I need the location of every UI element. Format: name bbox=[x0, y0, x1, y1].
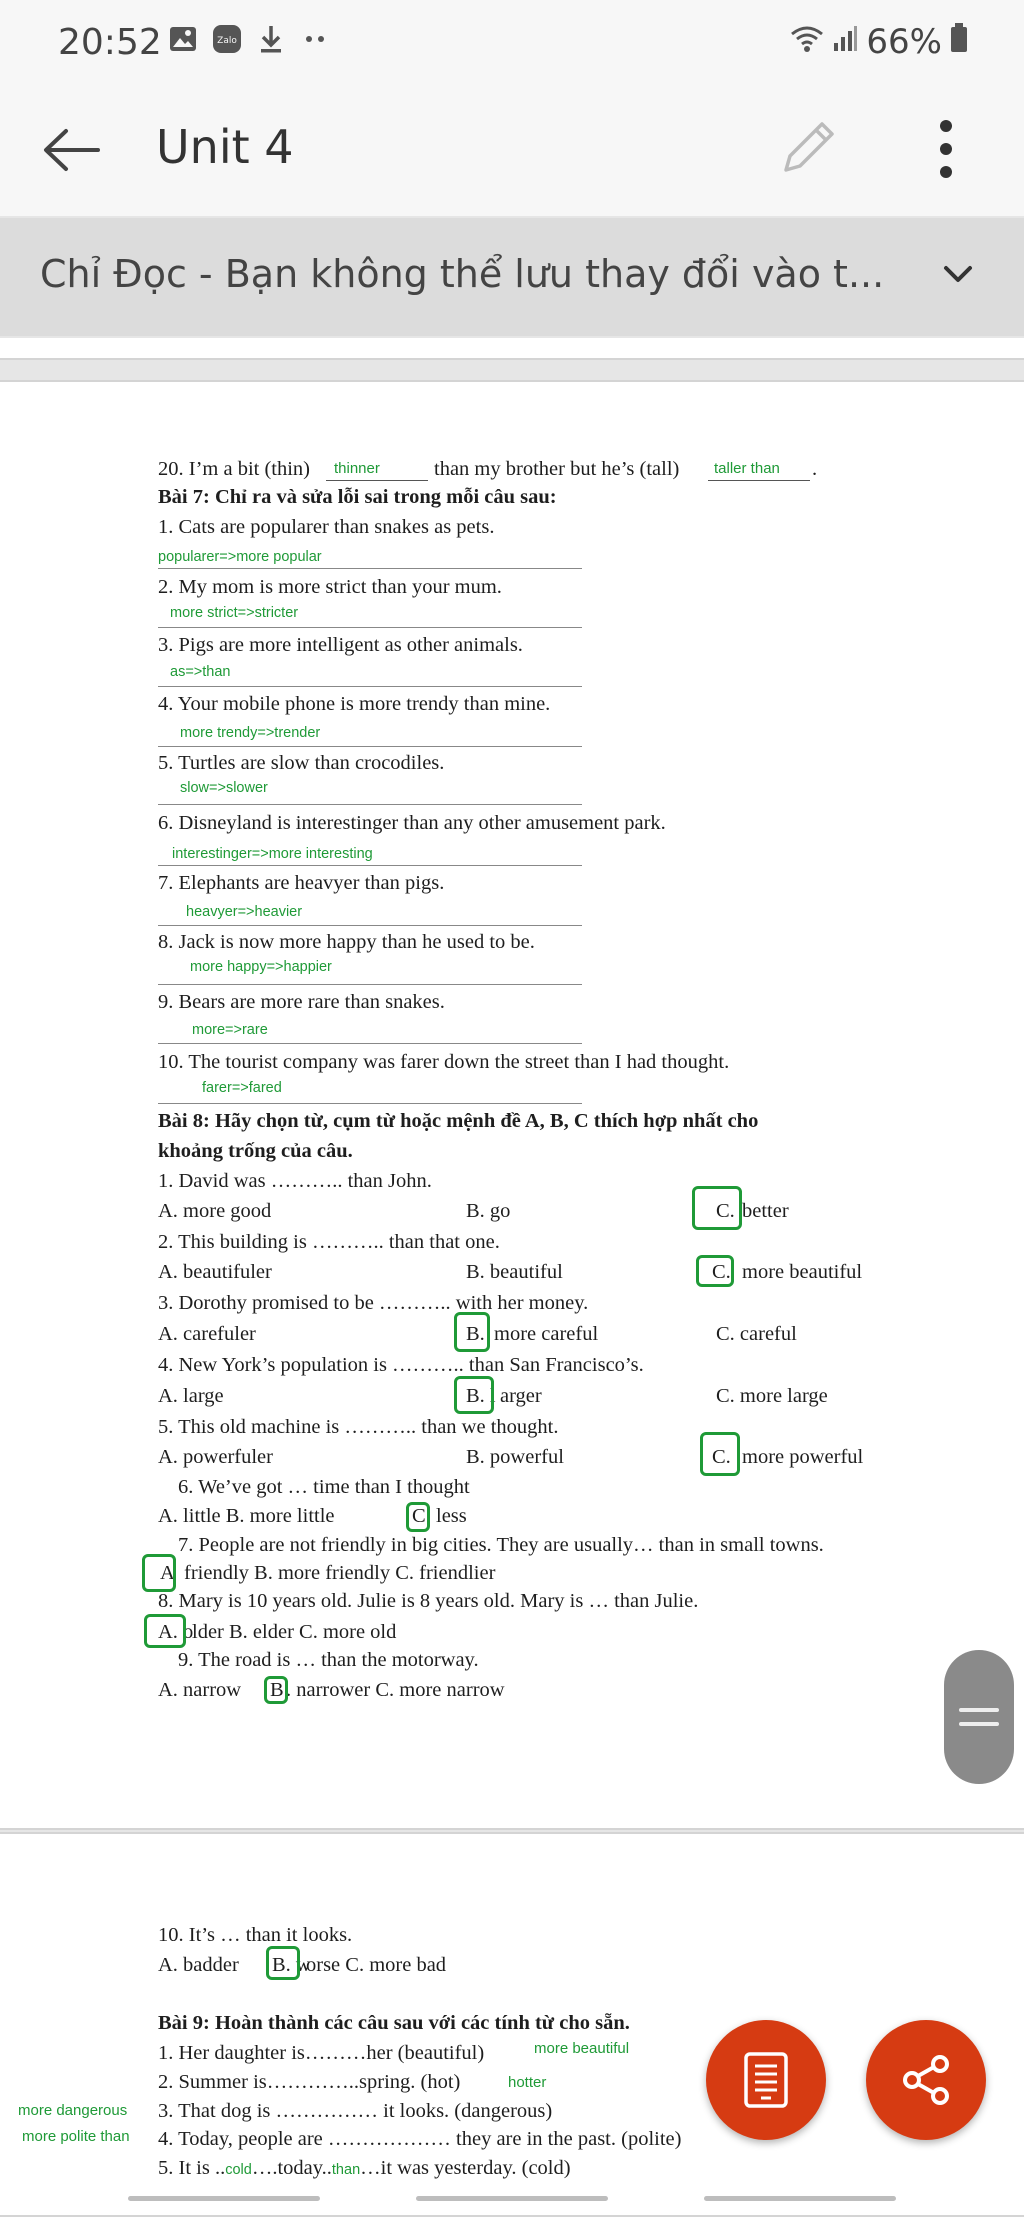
edit-button[interactable] bbox=[776, 114, 842, 180]
bai8-q3-option-b-letter: B. bbox=[466, 1323, 485, 1345]
bai8-q8: 8. Mary is 10 years old. Julie is 8 years old. Mary is … than Julie. bbox=[158, 1590, 699, 1612]
bai8-q6: 6. We’ve got … time than I thought bbox=[178, 1476, 470, 1498]
bai8-q10-answer-circle bbox=[266, 1946, 300, 1980]
scroll-handle-grip bbox=[959, 1708, 999, 1712]
bai8-q9-option-a: A. narrow bbox=[158, 1679, 242, 1701]
bai8-q1-option-c: better bbox=[742, 1200, 789, 1222]
bai9-q5 bbox=[158, 2157, 571, 2180]
bai8-title-line-1: Bài 8: Hãy chọn từ, cụm từ hoặc mệnh đề A, B, C thích hợp nhất cho bbox=[158, 1110, 759, 1132]
bai8-q3-option-b: more careful bbox=[494, 1323, 599, 1345]
bai7-rule-6 bbox=[158, 865, 582, 866]
bai7-a7: heavyer=>heavier bbox=[186, 904, 303, 920]
bai8-q6-option-c-letter: C bbox=[412, 1505, 426, 1527]
page-separator bbox=[0, 338, 1024, 360]
q20-answer-2: taller than bbox=[714, 460, 780, 477]
bai7-rule-10 bbox=[158, 1103, 582, 1104]
bai9-q5-post: …it was yesterday. (cold) bbox=[360, 2157, 571, 2179]
bai8-q8-option-a-letter: A. o bbox=[158, 1621, 194, 1643]
bai8-q1-option-c-letter: C. bbox=[716, 1200, 735, 1222]
bai8-q4-option-b-letter: B. l bbox=[466, 1385, 496, 1407]
bai8-q5-option-a: A. powerfuler bbox=[158, 1446, 273, 1468]
bai8-q9-answer-circle bbox=[264, 1676, 288, 1704]
q20-end: . bbox=[812, 458, 818, 480]
status-system-icons bbox=[790, 22, 968, 62]
bai8-q10-option-b-letter: B. w bbox=[272, 1954, 311, 1976]
share-icon bbox=[898, 2052, 954, 2108]
back-button[interactable] bbox=[36, 118, 106, 182]
bai9-title: Bài 9: Hoàn thành các câu sau với các tính từ cho sẵn. bbox=[158, 2012, 630, 2034]
bai8-q7-options-rest: friendly B. more friendly C. friendlier bbox=[184, 1562, 496, 1584]
bai7-rule-5 bbox=[158, 804, 582, 805]
bai7-rule-8 bbox=[158, 984, 582, 985]
document-title: Unit 4 bbox=[156, 120, 294, 174]
bai8-q5-option-c: more powerful bbox=[742, 1446, 864, 1468]
bai8-q9-option-b-letter: B bbox=[270, 1679, 284, 1701]
bai8-q1-answer-circle bbox=[692, 1186, 742, 1230]
nav-back-hint[interactable] bbox=[704, 2196, 896, 2201]
bai9-a2: hotter bbox=[508, 2074, 547, 2091]
bai7-a1: popularer=>more popular bbox=[158, 549, 322, 565]
bai7-a4: more trendy=>trender bbox=[180, 725, 321, 741]
share-button[interactable] bbox=[866, 2020, 986, 2140]
bai8-q2-option-b: B. beautiful bbox=[466, 1261, 563, 1283]
bai8-q7: 7. People are not friendly in big cities. They are usually… than in small towns. bbox=[178, 1534, 824, 1556]
q20-prefix: 20. I’m a bit (thin) bbox=[158, 458, 311, 480]
bai8-q2-option-c: more beautiful bbox=[742, 1261, 863, 1283]
bai8-q9-options-rest: . narrower C. more narrow bbox=[286, 1679, 505, 1701]
bai9-q5-answer-1: cold bbox=[225, 2162, 252, 2178]
scroll-handle[interactable] bbox=[944, 1650, 1014, 1784]
signal-icon bbox=[832, 22, 858, 62]
chevron-down-icon[interactable] bbox=[938, 254, 978, 294]
bai8-q4-option-b: arger bbox=[500, 1385, 542, 1407]
nav-recents-hint[interactable] bbox=[128, 2196, 320, 2201]
bai9-a3: more dangerous bbox=[18, 2102, 128, 2119]
bai8-q10-option-a: A. badder bbox=[158, 1954, 239, 1976]
bai8-q2: 2. This building is ……….. than that one. bbox=[158, 1231, 500, 1253]
bai7-q8: 8. Jack is now more happy than he used to be. bbox=[158, 931, 535, 953]
scroll-handle-grip bbox=[959, 1722, 999, 1726]
nav-home-hint[interactable] bbox=[416, 2196, 608, 2201]
bai8-q10-options-rest: orse C. more bad bbox=[306, 1954, 447, 1976]
bai8-q1: 1. David was ……….. than John. bbox=[158, 1170, 432, 1192]
bai9-q1: 1. Her daughter is………her (beautiful) bbox=[158, 2042, 485, 2064]
bai8-q7-answer-circle bbox=[142, 1554, 176, 1592]
bai9-q5-mid: ….today.. bbox=[251, 2157, 332, 2179]
status-bar bbox=[0, 0, 1024, 84]
bai8-q7-option-a-letter: A bbox=[160, 1562, 175, 1584]
bai8-q4-option-a: A. large bbox=[158, 1385, 224, 1407]
bai8-q5-option-b: B. powerful bbox=[466, 1446, 564, 1468]
bai7-title: Bài 7: Chỉ ra và sửa lỗi sai trong mỗi câu sau: bbox=[158, 486, 557, 508]
wifi-icon bbox=[790, 22, 824, 62]
bai8-q4: 4. New York’s population is ……….. than San Francisco’s. bbox=[158, 1354, 644, 1376]
svg-text:Zalo: Zalo bbox=[217, 36, 237, 46]
bai7-q4: 4. Your mobile phone is more trendy than mine. bbox=[158, 693, 551, 715]
q20-answer-1: thinner bbox=[334, 460, 380, 477]
download-icon bbox=[256, 24, 286, 54]
bai8-q10: 10. It’s … than it looks. bbox=[158, 1924, 353, 1946]
bai7-rule-9 bbox=[158, 1043, 582, 1044]
bai7-rule-2 bbox=[158, 627, 582, 628]
bai8-q2-answer-circle bbox=[696, 1255, 734, 1287]
bai8-q2-option-c-letter: C. bbox=[712, 1261, 731, 1283]
bai8-q2-option-a: A. beautifuler bbox=[158, 1261, 272, 1283]
bai8-q3-option-c: C. careful bbox=[716, 1323, 797, 1345]
q20-blank-1 bbox=[326, 480, 428, 481]
bai9-q5-pre: 5. It is .. bbox=[158, 2157, 226, 2179]
bai7-q5: 5. Turtles are slow than crocodiles. bbox=[158, 752, 445, 774]
bai8-q6-options-ab: A. little B. more little bbox=[158, 1505, 335, 1527]
q20-middle: than my brother but he’s (tall) bbox=[434, 458, 680, 480]
bai9-a4: more polite than bbox=[22, 2128, 130, 2145]
bai8-q8-options-rest: lder B. elder C. more old bbox=[192, 1621, 397, 1643]
bai8-q3-answer-circle bbox=[454, 1312, 490, 1352]
bai7-a8: more happy=>happier bbox=[190, 959, 332, 975]
bai7-rule-4 bbox=[158, 746, 582, 747]
bai9-q4: 4. Today, people are ……………… they are in the past. (polite) bbox=[158, 2128, 682, 2150]
document-page-2 bbox=[0, 1832, 1024, 2217]
bai9-q3: 3. That dog is …………… it looks. (dangerous) bbox=[158, 2100, 553, 2122]
bai7-a6: interestinger=>more interesting bbox=[172, 846, 373, 862]
app-bar bbox=[0, 84, 1024, 216]
reader-mode-icon bbox=[743, 2051, 789, 2109]
bai8-q5-option-c-letter: C. bbox=[712, 1446, 731, 1468]
bai8-q1-option-b: B. go bbox=[466, 1200, 511, 1222]
bai9-q2: 2. Summer is…………..spring. (hot) bbox=[158, 2071, 461, 2093]
bai7-q1: 1. Cats are popularer than snakes as pets. bbox=[158, 516, 495, 538]
bai7-a10: farer=>fared bbox=[202, 1080, 282, 1096]
battery-percent: 66% bbox=[866, 22, 942, 62]
bai7-rule-3 bbox=[158, 686, 582, 687]
bai8-q5: 5. This old machine is ……….. than we thought. bbox=[158, 1416, 559, 1438]
pencil-icon bbox=[776, 114, 842, 180]
bai8-q8-answer-circle bbox=[144, 1614, 186, 1648]
bai8-q4-answer-circle bbox=[454, 1376, 494, 1414]
read-only-message: Chỉ Đọc - Bạn không thể lưu thay đổi vào t... bbox=[40, 252, 885, 296]
q20-blank-2 bbox=[708, 480, 810, 481]
battery-icon bbox=[950, 22, 968, 62]
bai8-q3-option-a: A. carefuler bbox=[158, 1323, 256, 1345]
zalo-icon bbox=[212, 24, 242, 54]
bai8-q4-option-c: C. more large bbox=[716, 1385, 828, 1407]
bai8-title-line-2: khoảng trống của câu. bbox=[158, 1140, 353, 1162]
bai9-q5-answer-2: than bbox=[331, 2162, 361, 2178]
navigation-bar bbox=[0, 2186, 1024, 2217]
bai7-rule-1 bbox=[158, 568, 582, 569]
bai7-a9: more=>rare bbox=[192, 1022, 268, 1038]
bai8-q1-option-a: A. more good bbox=[158, 1200, 272, 1222]
bai7-rule-7 bbox=[158, 925, 582, 926]
bai8-q3: 3. Dorothy promised to be ……….. with her money. bbox=[158, 1292, 589, 1314]
bai7-q10: 10. The tourist company was farer down the street than I had thought. bbox=[158, 1051, 730, 1073]
document-page-1 bbox=[0, 380, 1024, 1830]
bai7-q9: 9. Bears are more rare than snakes. bbox=[158, 991, 445, 1013]
bai7-q2: 2. My mom is more strict than your mum. bbox=[158, 576, 502, 598]
bai7-a3: as=>than bbox=[170, 664, 231, 680]
read-only-banner[interactable] bbox=[0, 218, 1024, 336]
more-options-button[interactable] bbox=[926, 114, 966, 184]
bai7-a5: slow=>slower bbox=[180, 780, 268, 796]
bai7-q7: 7. Elephants are heavyer than pigs. bbox=[158, 872, 445, 894]
status-notification-icons bbox=[168, 24, 330, 54]
bai7-q3: 3. Pigs are more intelligent as other animals. bbox=[158, 634, 523, 656]
bai7-q6: 6. Disneyland is interestinger than any other amusement park. bbox=[158, 812, 666, 834]
bai7-a2: more strict=>stricter bbox=[170, 605, 299, 621]
bai8-q5-answer-circle bbox=[700, 1432, 740, 1476]
reading-mode-button[interactable] bbox=[706, 2020, 826, 2140]
image-icon bbox=[168, 24, 198, 54]
status-time: 20:52 bbox=[58, 22, 162, 63]
more-vertical-icon bbox=[926, 114, 966, 184]
bai8-q9: 9. The road is … than the motorway. bbox=[178, 1649, 479, 1671]
bai8-q6-answer-circle bbox=[406, 1502, 430, 1532]
more-dots-icon bbox=[300, 24, 330, 54]
back-arrow-icon bbox=[42, 128, 100, 172]
bai9-a1: more beautiful bbox=[534, 2040, 630, 2057]
bai8-q6-option-c: less bbox=[436, 1505, 467, 1527]
